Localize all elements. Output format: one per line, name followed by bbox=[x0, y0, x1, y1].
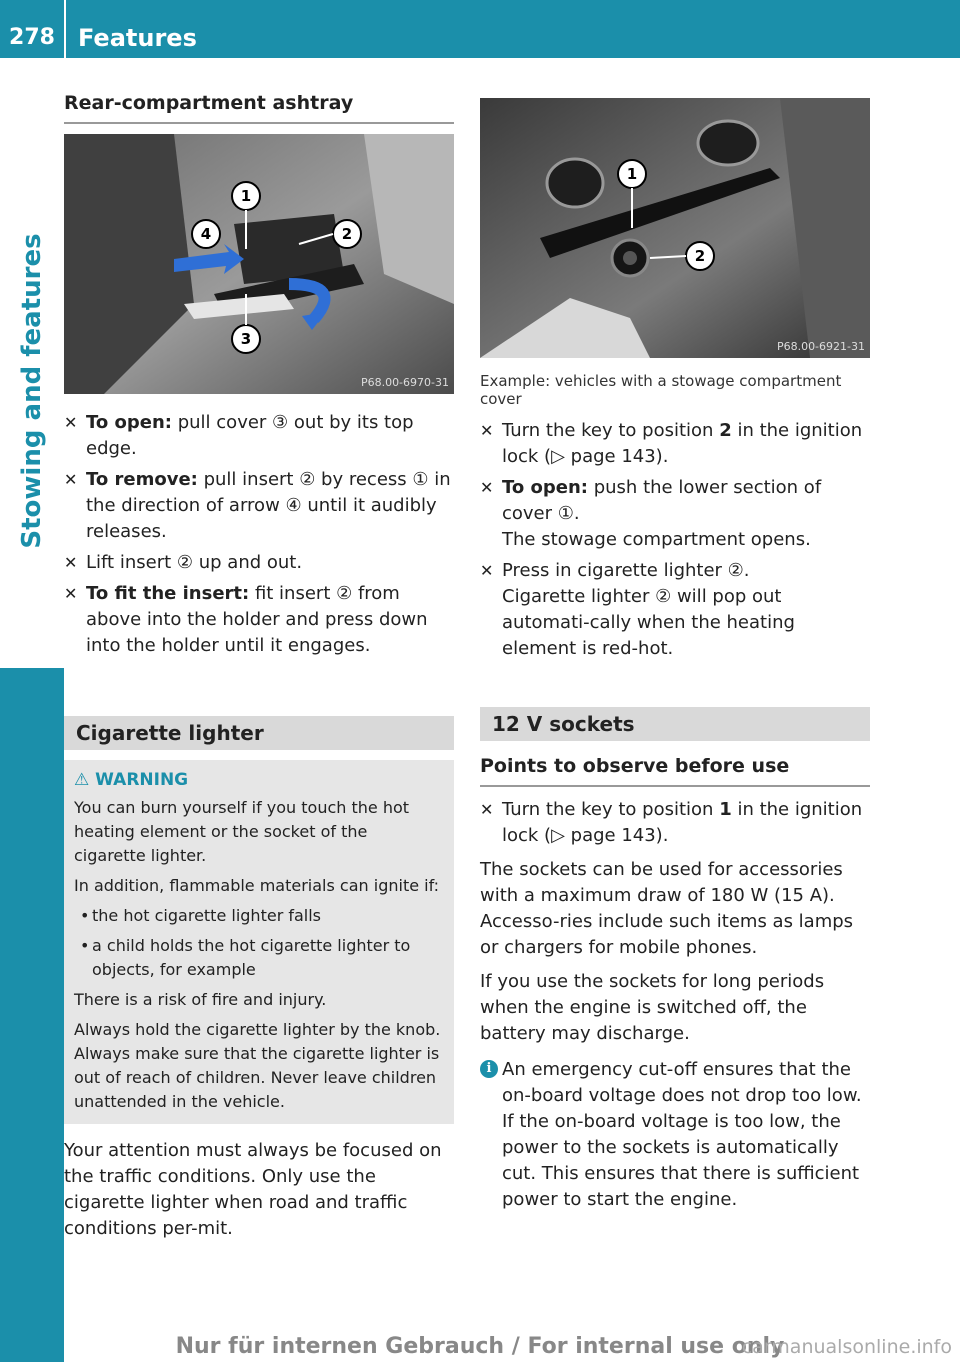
right-column bbox=[480, 98, 870, 1213]
callout-label: 1 bbox=[626, 165, 638, 183]
sockets-heading: 12 V sockets bbox=[480, 707, 870, 741]
sockets-text: If you use the sockets for long periods when the engine is switched off, the battery may discharge. bbox=[480, 971, 825, 1044]
warning-heading: ⚠ WARNING bbox=[74, 770, 189, 790]
warning-bullet: • a child holds the hot cigarette lighter to objects, for example bbox=[74, 934, 444, 982]
info-note bbox=[480, 1057, 870, 1213]
photo-code: P68.00-6970-31 bbox=[360, 376, 449, 389]
list-item: ✕ Turn the key to position 2 in the ignition lock (▷ page 143). bbox=[480, 420, 863, 467]
callout-label: 4 bbox=[200, 225, 212, 243]
warning-text: In addition, flammable materials can ignite if: bbox=[74, 876, 440, 895]
lighter-steps bbox=[480, 418, 870, 662]
list-item: ✕ To open: pull cover ③ out by its top edge. bbox=[64, 412, 414, 459]
lighter-body: Your attention must always be focused on the traffic conditions. Only use the cigarette lighter when road and traffic conditions per-mit. bbox=[64, 1140, 442, 1239]
header-divider bbox=[64, 0, 66, 58]
list-item: ✕ Press in cigarette lighter ②. Cigarette lighter ② will pop out automati-cally when the heating element is red-hot. bbox=[480, 560, 795, 659]
left-column bbox=[64, 90, 454, 1242]
step-arrow-icon: ✕ bbox=[64, 413, 78, 432]
section-title: Features bbox=[78, 24, 197, 52]
list-item: ✕ To open: push the lower section of cover ①. The stowage compartment opens. bbox=[480, 477, 822, 550]
console-photo bbox=[480, 98, 870, 358]
ashtray-photo bbox=[64, 134, 454, 394]
source-watermark: carmanualsonline.info bbox=[741, 1336, 952, 1358]
sockets-steps bbox=[480, 797, 870, 849]
ashtray-heading: Rear-compartment ashtray bbox=[64, 90, 454, 124]
sockets-subheading: Points to observe before use bbox=[480, 753, 870, 787]
step-arrow-icon: ✕ bbox=[64, 470, 78, 489]
callout-label: 3 bbox=[240, 330, 252, 348]
callout-label: 2 bbox=[341, 225, 353, 243]
callout-label: 2 bbox=[694, 247, 706, 265]
chapter-label: Stowing and features bbox=[17, 233, 47, 549]
sidebar-band bbox=[0, 668, 64, 1362]
photo-code: P68.00-6921-31 bbox=[776, 340, 865, 353]
info-text: An emergency cut-off ensures that the on-board voltage does not drop too low. If the on-board voltage is too low, the power to the sockets is automatically cut. This ensures that there is sufficient power to start the engine. bbox=[502, 1059, 862, 1210]
page-number: 278 bbox=[9, 25, 55, 50]
step-arrow-icon: ✕ bbox=[480, 800, 494, 819]
internal-use-notice: Nur für internen Gebrauch / For internal use only bbox=[175, 1334, 785, 1359]
page-header bbox=[0, 0, 960, 58]
ashtray-steps bbox=[64, 410, 454, 659]
ashtray-illustration bbox=[64, 134, 454, 394]
step-arrow-icon: ✕ bbox=[64, 553, 78, 572]
list-item: ✕ Lift insert ② up and out. bbox=[64, 550, 454, 576]
warning-icon: ⚠ bbox=[74, 770, 96, 790]
photo-caption: Example: vehicles with a stowage compartment cover bbox=[480, 372, 842, 408]
list-item: ✕ To remove: pull insert ② by recess ① in the direction of arrow ④ until it audibly releases. bbox=[64, 469, 451, 542]
console-illustration bbox=[480, 98, 870, 358]
warning-text: Always hold the cigarette lighter by the knob. Always make sure that the cigarette lighter is out of reach of children. Never leave children unattended in the vehicle. bbox=[74, 1020, 441, 1111]
step-arrow-icon: ✕ bbox=[64, 584, 78, 603]
list-item: ✕ To fit the insert: fit insert ② from above into the holder and press down into the holder until it engages. bbox=[64, 583, 428, 656]
info-icon: i bbox=[480, 1060, 498, 1078]
callout-label: 1 bbox=[240, 187, 252, 205]
step-arrow-icon: ✕ bbox=[480, 421, 494, 440]
warning-text: There is a risk of fire and injury. bbox=[74, 990, 327, 1009]
step-arrow-icon: ✕ bbox=[480, 561, 494, 580]
list-item: ✕ Turn the key to position 1 in the ignition lock (▷ page 143). bbox=[480, 799, 863, 846]
lighter-heading: Cigarette lighter bbox=[64, 716, 454, 750]
warning-text: You can burn yourself if you touch the hot heating element or the socket of the cigarette lighter. bbox=[74, 798, 410, 865]
warning-box bbox=[64, 760, 454, 1124]
step-arrow-icon: ✕ bbox=[480, 478, 494, 497]
warning-bullet: • the hot cigarette lighter falls bbox=[74, 904, 444, 928]
sockets-text: The sockets can be used for accessories with a maximum draw of 180 W (15 A). Accesso-ries include such items as lamps or chargers for mobile phones. bbox=[480, 859, 854, 958]
chapter-tab bbox=[0, 58, 64, 668]
footer-notice bbox=[0, 1332, 960, 1362]
